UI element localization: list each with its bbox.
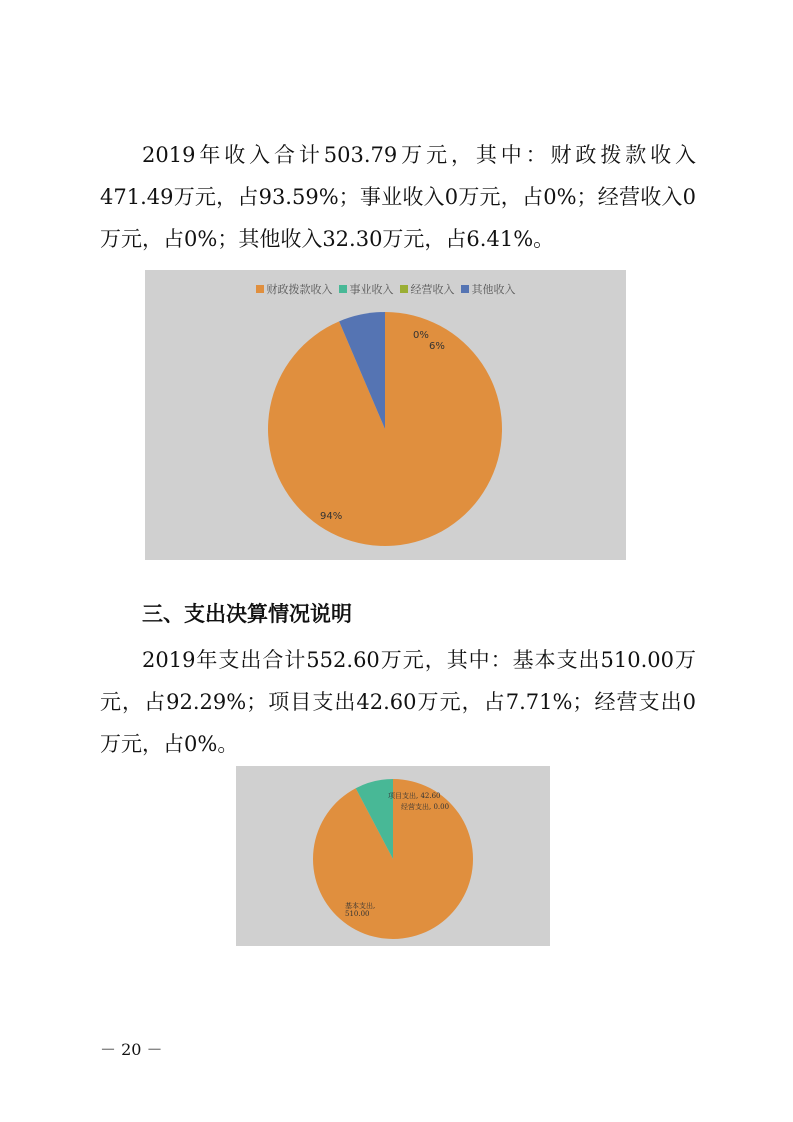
expense-data-label-2: 经营支出, 0.00 — [401, 803, 450, 811]
income-data-label-0: 94% — [320, 511, 343, 522]
expense-paragraph: 2019年支出合计552.60万元，其中：基本支出510.00万元，占92.29%；项目支出42.60万元，占7.71%；经营支出0万元，占0%。 — [100, 648, 696, 756]
income-pie-chart — [145, 270, 626, 560]
legend-label: 其他收入 — [471, 283, 516, 296]
expense-pie-svg — [236, 766, 550, 946]
section-heading: 三、支出决算情况说明 — [142, 602, 352, 626]
legend-label: 财政拨款收入 — [266, 283, 333, 296]
expense-data-label-1: 项目支出, 42.60 — [388, 792, 441, 800]
income-paragraph: 2019年收入合计503.79万元，其中：财政拨款收入471.49万元，占93.59%；事业收入0万元，占0%；经营收入0万元，占0%；其他收入32.30万元，占6.41%。 — [100, 143, 696, 251]
income-data-label-2: 0% — [413, 330, 429, 341]
income-pie-svg — [145, 270, 626, 560]
expense-data-label-0: 基本支出, 510.00 — [345, 902, 376, 919]
page-number: － 20 － — [100, 1040, 163, 1059]
expense-pie-chart — [236, 766, 550, 946]
income-data-label-3: 6% — [429, 341, 445, 352]
legend-label: 经营收入 — [410, 283, 455, 296]
legend-label: 事业收入 — [349, 283, 394, 296]
